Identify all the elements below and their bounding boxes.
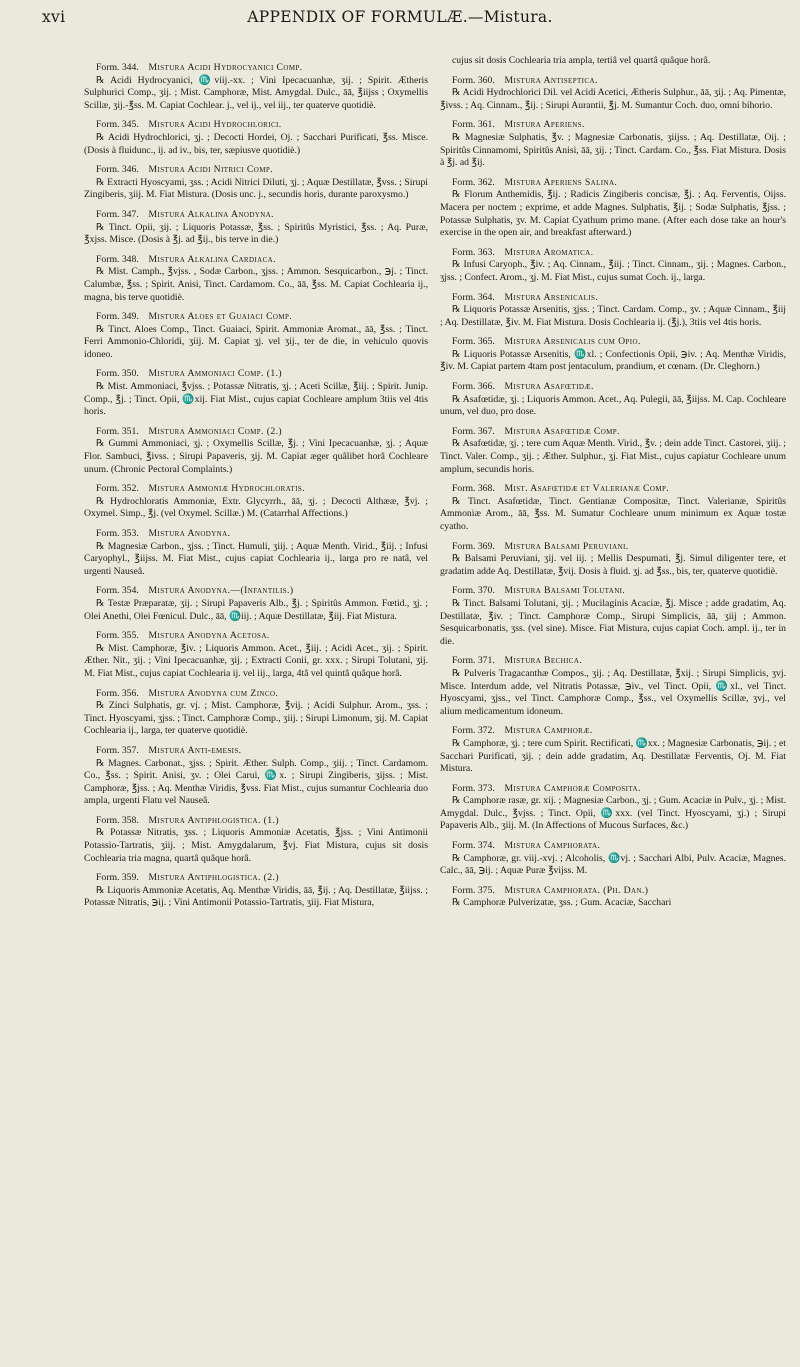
formula-title: Mistura Anti-emesis.: [148, 744, 242, 756]
formula-body: ℞ Zinci Sulphatis, gr. vj. ; Mist. Camphoræ, ℥vij. ; Acidi Sulphur. Arom., ʒss. ; Tinct. Hyoscyami, ʒjss. ; Tinct. Camphoræ Comp., ʒiij. ; Sirupi Limonum, ʒij. M. Capiat Cochlearia ij., larga, ter quaterve quotidiè.: [84, 700, 428, 737]
formula-number: Form. 357.: [96, 744, 139, 756]
formula-body: ℞ Hydrochloratis Ammoniæ, Extr. Glycyrrh., āā, ʒj. ; Decocti Althææ, ℥vj. ; Oxymel. Simp., ℥j. (vel Oxymel. Scillæ.) M. (Catarrhal Affections.): [84, 495, 428, 520]
formula-title: Mistura Anodyna.—(Infantilis.): [148, 585, 294, 597]
formula-title: Mistura Balsami Peruviani.: [504, 540, 629, 552]
formula-body: ℞ Mist. Camph., ℥vjss. , Sodæ Carbon., ʒjss. ; Ammon. Sesquicarbon., ℈j. ; Tinct. Calumbæ, ℥ss. ; Spirit. Anisi, Tinct. Cardamom. Co., āā, ℥ss. M. Capiat Cochlearia ij., magna, bis terve quotidiè.: [84, 266, 428, 303]
formula-body: ℞ Florum Anthemidis, ℥ij. ; Radicis Zingiberis concisæ, ℥j. ; Aq. Ferventis, Oijss. Macera per noctem ; exprime, et adde Magnes. Sulphatis, ℥ij. ; Sodæ Sulphatis, ℥jss. ; Potassæ Sulphatis, ʒv. M. Capiat Cyathum primo mane. (After each dose take an hour's exercise in the open air, and breakfast afterward.): [440, 189, 786, 239]
formula-entry: [440, 776, 786, 833]
right-column: [440, 55, 786, 910]
formula-body: ℞ Gummi Ammoniaci, ʒj. ; Oxymellis Scillæ, ℥j. ; Vini Ipecacuanhæ, ʒj. ; Aquæ Flor. Sambuci, ℥ivss. ; Sirupi Papaveris, ʒij. M. Capiat æger quâlibet horâ Cochleare unum. (Chronic Pectoral Complaints.): [84, 438, 428, 475]
formula-entry: [440, 878, 786, 910]
formula-body: ℞ Extracti Hyoscyami, ʒss. ; Acidi Nitrici Diluti, ʒj. ; Aquæ Destillatæ, ℥vss. ; Sirupi Zingiberis, ʒiij. M. Fiat Mistura. (Dosis unc. j., secundis horis, durante paroxysmo.): [84, 176, 428, 201]
formula-title: Mist. Asafœtidæ et Valerianæ Comp.: [504, 483, 670, 495]
formula-title: Mistura Asafœtidæ Comp.: [504, 425, 620, 437]
formula-heading: [84, 157, 428, 177]
formula-body: ℞ Tinct. Asafœtidæ, Tinct. Gentianæ Compositæ, Tinct. Valerianæ, Spiritûs Ammoniæ Arom., āā, ℥ss. M. Sumatur Cochleare unum minimum ex Aquæ tostæ cyatho.: [440, 495, 786, 532]
formula-entry: [440, 329, 786, 374]
formula-title: Mistura Anodyna Acetosa.: [148, 630, 270, 642]
formula-heading: [84, 578, 428, 598]
formula-number: Form. 371.: [452, 655, 495, 667]
formula-entry: [440, 112, 786, 169]
formula-heading: [440, 240, 786, 260]
formula-title: Mistura Acidi Hydrochlorici.: [148, 119, 282, 131]
formula-body: ℞ Liquoris Ammoniæ Acetatis, Aq. Menthæ Viridis, āā, ℥ij. ; Aq. Destillatæ, ℥iijss. ; Potassæ Nitratis, ℈ij. ; Vini Antimonii Potassio-Tartratis, ʒiij. Fiat Mistura,: [84, 884, 428, 909]
formula-entry: [440, 285, 786, 330]
formula-heading: [84, 521, 428, 541]
formula-entry: [440, 718, 786, 775]
formula-body: ℞ Testæ Præparatæ, ʒij. ; Sirupi Papaveris Alb., ℥j. ; Spiritûs Ammon. Fœtid., ʒj. ; Olei Anethi, Olei Fœnicul. Dulc., āā, ♏iij. ; Aquæ Destillatæ, ℥iij. Fiat Mistura.: [84, 597, 428, 622]
formula-number: Form. 350.: [96, 368, 139, 380]
formula-number: Form. 349.: [96, 311, 139, 323]
formula-body: ℞ Acidi Hydrochlorici, ʒj. ; Decocti Hordei, Oj. ; Sacchari Purificati, ℥ss. Misce. (Dosis à fluidunc., ij. ad iv., bis, ter, sæpiusve quotidiè.): [84, 131, 428, 156]
formula-number: Form. 374.: [452, 840, 495, 852]
formula-heading: [84, 419, 428, 439]
formula-entry: [84, 55, 428, 112]
formula-entry: [84, 521, 428, 578]
formula-entry: [440, 374, 786, 419]
formula-entry: [84, 476, 428, 521]
formula-heading: [440, 112, 786, 132]
formula-heading: [84, 623, 428, 643]
formula-entry: [84, 157, 428, 202]
formula-number: Form. 363.: [452, 246, 495, 258]
formula-heading: [440, 878, 786, 898]
formula-number: Form. 360.: [452, 74, 495, 86]
formula-heading: [440, 718, 786, 738]
formula-body: ℞ Magnes. Carbonat., ʒjss. ; Spirit. Æther. Sulph. Comp., ʒiij. ; Tinct. Cardamom. Co., ℥ss. ; Spirit. Anisi, ʒv. ; Olei Carui, ♏x. ; Sirupi Zingiberis, ʒijss. ; Mist. Camphoræ, ℥jss. ; Aq. Menthæ Viridis, ℥vss. Fiat Mist., cujus sumantur Cochlearia duo ampla, urgenti Flatu vel Nauseâ.: [84, 757, 428, 807]
formula-entry: [84, 738, 428, 808]
running-header: [42, 6, 758, 36]
formula-body: ℞ Asafœtidæ, ʒj. ; Liquoris Ammon. Acet., Aq. Pulegii, āā, ℥iijss. M. Cap. Cochleare unum, vel duo, pro dose.: [440, 393, 786, 418]
formula-title: Mistura Antiseptica.: [504, 74, 598, 86]
formula-number: Form. 367.: [452, 425, 495, 437]
formula-entry: [84, 112, 428, 157]
formula-body: ℞ Tinct. Balsami Tolutani, ʒij. ; Mucilaginis Acaciæ, ℥j. Misce ; adde gradatim, Aq. Destillatæ, ℥iv. ; Tinct. Camphoræ Comp., Sirupi Simplicis, āā, ʒiij ; Ammon. Sesquicarbonatis, ʒss. (vel sine). Misce. Fiat Mistura, cujus capiat Coch. ampl. ij., ter in die.: [440, 597, 786, 647]
formula-number: Form. 359.: [96, 872, 139, 884]
formula-number: Form. 364.: [452, 291, 495, 303]
formula-body: ℞ Magnesiæ Sulphatis, ℥v. ; Magnesiæ Carbonatis, ʒiijss. ; Aq. Destillatæ, Oij. ; Spiritûs Cinnamomi, Spiritûs Anisi, āā, ʒij. ; Tinct. Cardam. Co., ℥ss. Fiat Mistura. Dosis à ℥j. ad ℥ij.: [440, 131, 786, 169]
formula-body: ℞ Infusi Caryoph., ℥iv. ; Aq. Cinnam., ℥iij. ; Tinct. Cinnam., ʒij. ; Magnes. Carbon., ʒjss. ; Confect. Arom., ʒj. M. Fiat Mist., cujus sumat Coch. ij., larga.: [440, 259, 786, 283]
formula-title: Mistura Alkalina Anodyna.: [148, 208, 274, 220]
formula-body: ℞ Camphoræ Pulverizatæ, ʒss. ; Gum. Acaciæ, Sacchari: [452, 897, 672, 909]
formula-title: Mistura Antiphlogistica. (2.): [148, 872, 279, 884]
formula-heading: [440, 776, 786, 796]
formula-title: Mistura Camphoræ Composita.: [504, 782, 641, 794]
formula-number: Form. 370.: [452, 585, 495, 597]
formula-heading: [84, 202, 428, 222]
formula-number: Form. 353.: [96, 528, 139, 539]
formula-body: ℞ Liquoris Potassæ Arsenitis, ♏xl. ; Confectionis Opii, ℈iv. ; Aq. Menthæ Viridis, ℥iv. M. Capiat partem 4tam post jentaculum, prandium, et cœnam. (Dr. Cleghorn.): [440, 348, 786, 373]
formula-body: ℞ Mist. Camphoræ, ℥iv. ; Liquoris Ammon. Acet., ℥iij. ; Acidi Acet., ʒij. ; Spirit. Æther. Nit., ʒij. ; Vini Ipecacuanhæ, ʒij. ; Extracti Conii, gr. xxx. ; Sirupi Tolutani, ʒij. M. Fiat Mist., cujus capiat Cochlearia ij. vel iij., larga, 4tâ vel quintâ quâque horâ.: [84, 642, 428, 679]
formula-number: Form. 351.: [96, 425, 139, 437]
formula-number: Form. 375.: [452, 884, 495, 896]
formula-number: Form. 373.: [452, 782, 495, 794]
formula-title: Mistura Anodyna cum Zinco.: [148, 687, 279, 699]
formula-title: Mistura Ammoniaci Comp. (1.): [148, 368, 283, 380]
formula-heading: [440, 285, 786, 305]
formula-heading: [84, 361, 428, 381]
formula-heading: [440, 170, 786, 190]
formula-body: ℞ Tinct. Opii, ʒij. ; Liquoris Potassæ, ℥ss. ; Spiritûs Myristici, ℥ss. ; Aq. Puræ, ℥xjss. Misce. (Dosis à ℥j. ad ℥ij., bis terve in die.): [84, 221, 428, 246]
formula-heading: [440, 68, 786, 88]
formula-number: Form. 354.: [96, 585, 139, 597]
formula-entry: [440, 170, 786, 240]
formula-title: Mistura Antiphlogistica. (1.): [148, 814, 279, 826]
formula-title: Mistura Ammoniaci Comp. (2.): [148, 425, 283, 437]
formula-heading: [440, 534, 786, 554]
formula-entry: [440, 534, 786, 579]
formula-title: Mistura Acidi Hydrocyanici Comp.: [148, 62, 303, 73]
page-number: xvi: [42, 8, 66, 26]
formula-entry: [84, 808, 428, 865]
formula-heading: [84, 476, 428, 496]
formula-heading: [84, 112, 428, 132]
formula-number: Form. 347.: [96, 208, 139, 220]
formula-heading: [84, 738, 428, 758]
formula-title: Mistura Anodyna.: [148, 528, 231, 539]
formula-number: Form. 361.: [452, 119, 495, 131]
formula-entry: [84, 202, 428, 247]
formula-heading: [440, 578, 786, 598]
formula-number: Form. 348.: [96, 253, 139, 265]
formula-body: ℞ Asafœtidæ, ʒj. ; tere cum Aquæ Menth. Virid., ℥v. ; dein adde Tinct. Castorei, ʒiij. ; Tinct. Valer. Comp., ʒij. ; Æther. Sulphur., ʒj. Fiat Mist., cujus capiatur Cochleare unum amplum, secundis horis.: [440, 438, 786, 475]
formula-entry: [440, 68, 786, 113]
formula-title: Mistura Ammoniæ Hydrochloratis.: [148, 483, 305, 495]
formula-entry: [440, 476, 786, 533]
formula-heading: [440, 374, 786, 394]
formula-title: Mistura Camphorata.: [504, 840, 601, 852]
formula-entry: [440, 419, 786, 476]
formula-entry: [84, 681, 428, 738]
formula-entry: [440, 578, 786, 648]
formula-entry: [440, 833, 786, 878]
formula-entry: [84, 865, 428, 910]
formula-heading: [84, 681, 428, 701]
formula-title: Mistura Camphorata. (Ph. Dan.): [504, 884, 649, 896]
formula-title: Mistura Aloes et Guaiaci Comp.: [148, 311, 293, 323]
formula-title: Mistura Camphoræ.: [504, 725, 593, 737]
formula-title: Mistura Arsenicalis.: [504, 291, 599, 303]
formula-number: Form. 356.: [96, 687, 139, 699]
formula-title: Mistura Bechica.: [504, 655, 583, 667]
formula-body: ℞ Camphoræ rasæ, gr. xij. ; Magnesiæ Carbon., ʒj. ; Gum. Acaciæ in Pulv., ʒj. ; Mist. Amygdal. Dulc., ℥vjss. ; Tinct. Opii, ♏xxx. (vel Tinct. Hyoscyami, ʒj.) ; Sirupi Papaveris Alb., ʒiij. M. (In Affections of Mucous Surfaces, &c.): [440, 795, 786, 832]
formula-title: Mistura Aperiens.: [504, 119, 585, 131]
formula-number: Form. 365.: [452, 336, 495, 348]
formula-body: ℞ Pulveris Tragacanthæ Compos., ʒij. ; Aq. Destillatæ, ℥xij. ; Sirupi Simplicis, ʒvj. Misce. Interdum adde, vel Nitratis Potassæ, ℈iv., vel Tinct. Opii, ♏xl., vel Tinct. Hyoscyami, ʒjss., vel Tinct. Camphoræ Comp., ℥ss., vel Oxymellis Scillæ, ʒvj., vel alium medicamentum idoneum.: [440, 667, 786, 717]
formula-body: ℞ Balsami Peruviani, ʒij. vel iij. ; Mellis Despumati, ℥j. Simul diligenter tere, et gradatim adde Aq. Destillatæ, ℥vij. Dosis à fluid. ʒj. ad ℥ss., bis, ter, quaterve quotidiè.: [440, 553, 786, 577]
formula-heading: [84, 865, 428, 885]
formula-number: Form. 346.: [96, 164, 139, 176]
formula-entry: [84, 361, 428, 418]
formula-entry: [440, 240, 786, 285]
formula-heading: [440, 476, 786, 496]
left-column: [84, 55, 428, 910]
formula-body: ℞ Acidi Hydrocyanici, ♏viij.-xx. ; Vini Ipecacuanhæ, ʒij. ; Spirit. Ætheris Sulphurici Comp., ʒij. ; Mist. Camphoræ, Mist. Amygdal. Dulc., āā, ℥iijss ; Oxymellis Scillæ, ʒij.-℥ss. M. Capiat Cochlear. j., vel ij., vel iij., ter quaterve quotidiè.: [84, 74, 428, 111]
formula-number: Form. 366.: [452, 381, 495, 393]
formula-body: ℞ Magnesiæ Carbon., ʒjss. ; Tinct. Humuli, ʒiij. ; Aquæ Menth. Virid., ℥iij. ; Infusi Caryophyl., ℥iijss. M. Fiat Mist., cujus capiat Cochlearia ij., larga pro re natâ, vel urgenti Nauseâ.: [84, 540, 428, 577]
formula-body: ℞ Acidi Hydrochlorici Dil. vel Acidi Acetici, Ætheris Sulphur., āā, ʒij. ; Aq. Pimentæ, ℥ivss. ; Aq. Cinnam., ℥ij. ; Sirupi Aurantii, ℥j. M. Sumantur Coch. duo, omni bihorio.: [440, 87, 786, 111]
formula-entry: [84, 578, 428, 623]
formula-body: ℞ Camphoræ, gr. viij.-xvj. ; Alcoholis, ♏vj. ; Sacchari Albi, Pulv. Acaciæ, Magnes. Calc., āā, ℈ij. ; Aquæ Puræ ℥vijss. M.: [440, 852, 786, 877]
formula-title: Mistura Asafœtidæ.: [504, 381, 594, 393]
formula-body: ℞ Mist. Ammoniaci, ℥vjss. ; Potassæ Nitratis, ʒj. ; Aceti Scillæ, ℥iij. ; Spirit. Junip. Comp., ℥j. ; Tinct. Opii, ♏xij. Fiat Mist., cujus capiat Cochleare amplum 3tiis vel 4tis horis.: [84, 381, 428, 418]
formula-number: Form. 362.: [452, 176, 495, 188]
formula-title: Mistura Aromatica.: [504, 246, 594, 258]
formula-entry: [84, 304, 428, 361]
formula-body: ℞ Camphoræ, ʒj. ; tere cum Spirit. Rectificati, ♏xx. ; Magnesiæ Carbonatis, ℈ij. ; et Sacchari Purificati, ʒij. ; dein adde gradatim, Aq. Destillatæ Ferventis, Oj. M. Fiat Mistura.: [440, 737, 786, 775]
formula-title: Mistura Balsami Tolutani.: [504, 585, 626, 597]
formula-number: Form. 369.: [452, 540, 495, 552]
formula-number: Form. 352.: [96, 483, 139, 495]
formula-title: Mistura Arsenicalis cum Opio.: [504, 336, 641, 348]
formula-heading: [440, 419, 786, 439]
formula-heading: [440, 648, 786, 668]
formula-heading: [84, 304, 428, 324]
formula-number: Form. 344.: [96, 62, 139, 73]
formula-title: Mistura Alkalina Cardiaca.: [148, 253, 276, 265]
formula-entry: [440, 648, 786, 718]
formula-body: ℞ Potassæ Nitratis, ʒss. ; Liquoris Ammoniæ Acetatis, ℥jss. ; Vini Antimonii Potassio-Tartratis, ʒiij. ; Mist. Amygdalarum, ℥vj. Fiat Mistura, cujus sit dosis Cochlearia tria magna, quartâ quâque horâ.: [84, 827, 428, 864]
formula-number: Form. 345.: [96, 119, 139, 131]
formula-body: ℞ Liquoris Potassæ Arsenitis, ʒjss. ; Tinct. Cardam. Comp., ʒv. ; Aquæ Cinnam., ℥iij ; Aq. Destillatæ, ℥iv. M. Fiat Mistura. Dosis Cochlearia ij. (℥j.), 3tiis vel 4tis horis.: [440, 304, 786, 328]
formula-title: Mistura Acidi Nitrici Comp.: [148, 164, 273, 176]
formula-entry: [84, 247, 428, 304]
formula-heading: [84, 55, 428, 75]
formula-number: Form. 355.: [96, 630, 139, 642]
formula-body: cujus sit dosis Cochlearia tria ampla, tertiâ vel quartâ quâque horâ.: [452, 55, 711, 66]
formula-heading: [440, 329, 786, 349]
running-title: APPENDIX OF FORMULÆ.—Mistura.: [247, 8, 553, 26]
formula-entry: [84, 419, 428, 476]
formula-number: Form. 372.: [452, 725, 495, 737]
formula-number: Form. 358.: [96, 814, 139, 826]
formula-number: Form. 368.: [452, 483, 495, 495]
formula-heading: [440, 833, 786, 853]
formula-heading: [84, 808, 428, 828]
formula-body: ℞ Tinct. Aloes Comp., Tinct. Guaiaci, Spirit. Ammoniæ Aromat., āā, ℥ss. ; Tinct. Ferri Ammonio-Chloridi, ʒiij. M. Capiat ʒj. vel ʒij., ter de die, in vehiculo quovis idoneo.: [84, 323, 428, 360]
formula-entry: [84, 623, 428, 680]
formula-title: Mistura Aperiens Salina.: [504, 176, 618, 188]
formula-entry: [440, 55, 786, 68]
formula-heading: [84, 247, 428, 267]
